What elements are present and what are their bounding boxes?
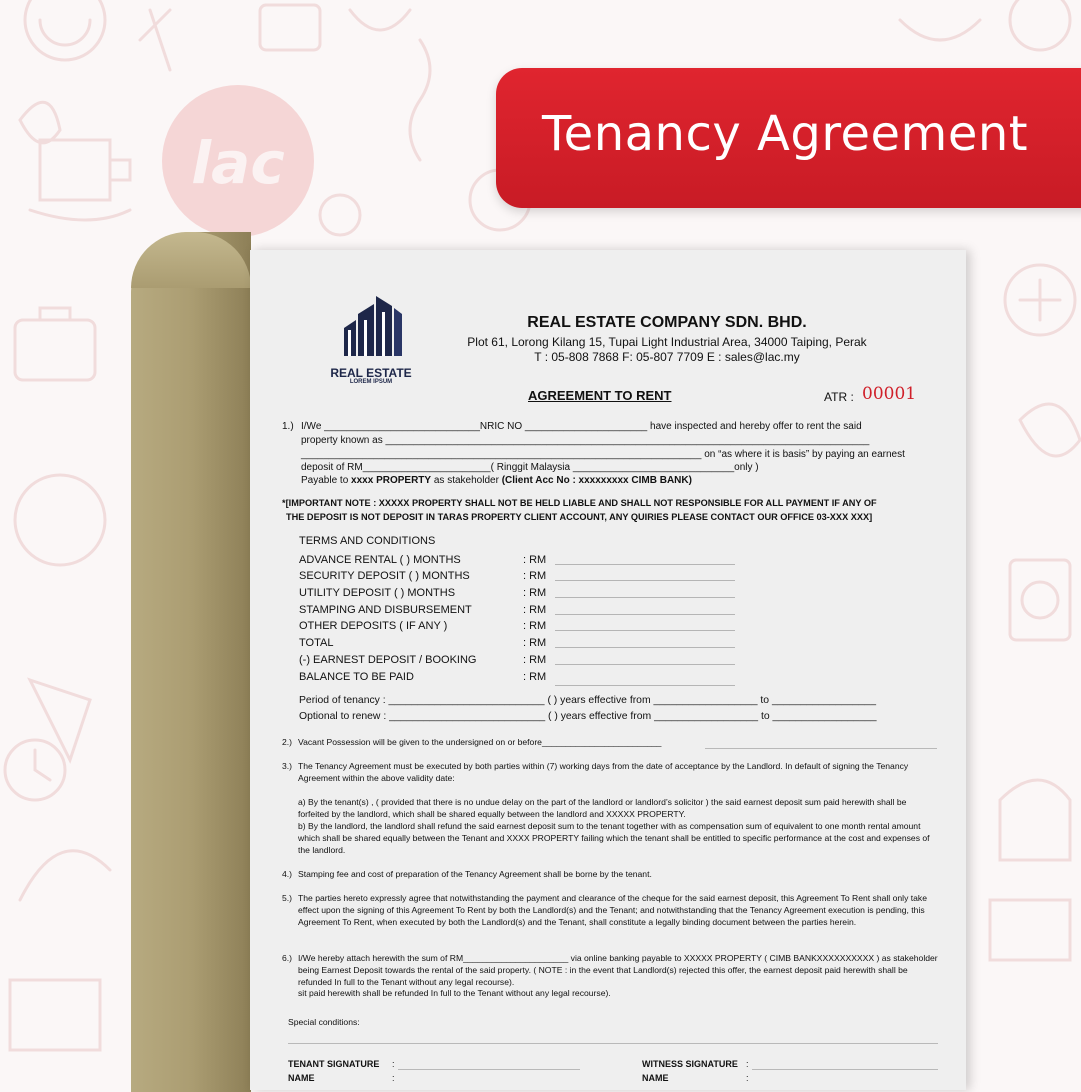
- amount-field-line[interactable]: [555, 579, 735, 581]
- amount-field-line[interactable]: [555, 646, 735, 648]
- term-advance-rental: ADVANCE RENTAL ( ) MONTHS: [299, 554, 461, 566]
- period-of-tenancy: Period of tenancy : ___________________________ ( ) years effective from __________________ to __________________: [299, 695, 876, 706]
- banner-title: Tenancy Agreement: [542, 106, 1029, 162]
- witness-signature-field[interactable]: [752, 1068, 938, 1070]
- tenancy-form-page: [250, 250, 966, 1090]
- company-name: REAL ESTATE COMPANY SDN. BHD.: [527, 314, 807, 331]
- rm-label: : RM: [523, 604, 547, 616]
- logo-tagline: LOREM IPSUM: [349, 379, 393, 385]
- item6-number: 6.): [282, 953, 293, 963]
- item1-number: 1.): [282, 421, 294, 432]
- item1-line5: [301, 475, 692, 486]
- term-security-deposit: SECURITY DEPOSIT ( ) MONTHS: [299, 570, 470, 582]
- special-conditions-label: Special conditions:: [288, 1017, 360, 1027]
- company-header: [430, 314, 904, 364]
- rm-label: : RM: [523, 554, 547, 566]
- divider: [705, 747, 937, 749]
- optional-to-renew: Optional to renew : ___________________________ ( ) years effective from __________________ to __________________: [299, 711, 877, 722]
- item2-number: 2.): [282, 737, 293, 747]
- stakeholder-label: as stakeholder: [431, 475, 502, 486]
- tenant-name-label: NAME: [288, 1073, 315, 1083]
- rm-label: : RM: [523, 587, 547, 599]
- witness-name-label: NAME: [642, 1073, 669, 1083]
- tenant-signature-label: TENANT SIGNATURE: [288, 1059, 380, 1069]
- term-utility-deposit: UTILITY DEPOSIT ( ) MONTHS: [299, 587, 456, 599]
- brand-logo: [162, 85, 314, 237]
- important-note-line2: THE DEPOSIT IS NOT DEPOSIT IN TARAS PROPERTY CLIENT ACCOUNT, ANY QUIRIES PLEASE CONTACT OUR OFFICE 03-XXX XXX]: [286, 512, 873, 522]
- item4-number: 4.): [282, 869, 293, 879]
- item6-text: I/We hereby attach herewith the sum of RM______________________ via online banking payable to XXXXX PROPERTY ( CIMB BANKXXXXXXXXXX ) as stakeholder being Earnest Deposit towards the rental of the said property. ( NOTE : in the event that Landlord(s) rejected this offer, the earnest deposit paid herewith shall be refunded In full to the Tenant without any legal recourse).: [298, 953, 938, 987]
- colon: :: [392, 1073, 395, 1083]
- term-total: TOTAL: [299, 637, 334, 649]
- rm-label: : RM: [523, 654, 547, 666]
- item4-text: Stamping fee and cost of preparation of the Tenancy Agreement shall be borne by the tenant.: [298, 869, 652, 879]
- title-banner: [496, 68, 1081, 208]
- client-account: (Client Acc No : xxxxxxxxx CIMB BANK): [501, 475, 692, 486]
- colon: :: [746, 1059, 749, 1069]
- amount-field-line[interactable]: [555, 629, 735, 631]
- paper-roll: [131, 232, 251, 1092]
- atr-number: 00001: [862, 384, 917, 404]
- term-other-deposits: OTHER DEPOSITS ( IF ANY ): [299, 620, 448, 632]
- item3-text: The Tenancy Agreement must be executed by both parties within (7) working days from the date of acceptance by the Landlord. In default of signing the Tenancy Agreement within the above validity date:: [298, 761, 909, 783]
- payee-name: xxxx PROPERTY: [351, 475, 432, 486]
- logo-name: REAL ESTATE: [330, 366, 412, 380]
- company-address: Plot 61, Lorong Kilang 15, Tupai Light Industrial Area, 34000 Taiping, Perak: [467, 335, 867, 349]
- rm-label: : RM: [523, 620, 547, 632]
- company-contact: T : 05-808 7868 F: 05-807 7709 E : sales@lac.my: [534, 350, 800, 364]
- special-conditions-field[interactable]: [288, 1042, 938, 1044]
- colon: :: [746, 1073, 749, 1083]
- term-earnest-deposit: (-) EARNEST DEPOSIT / BOOKING: [299, 654, 477, 666]
- item3-b: b) By the landlord, the landlord shall refund the said earnest deposit sum to the tenant together with as compensation sum of equivalent to one month rental amount which shall be shared equally between the Tenant and XXXX PROPERTY failing which the tenant shall be entitled to specific performance at the cost and expenses of the landlord.: [298, 821, 930, 855]
- term-balance: BALANCE TO BE PAID: [299, 671, 414, 683]
- payable-to-label: Payable to: [301, 475, 352, 486]
- amount-field-line[interactable]: [555, 684, 735, 686]
- terms-title: TERMS AND CONDITIONS: [299, 535, 436, 547]
- form-title: AGREEMENT TO RENT: [528, 388, 672, 403]
- amount-field-line[interactable]: [555, 613, 735, 615]
- item1-line4: deposit of RM_______________________( Ringgit Malaysia _____________________________only ): [301, 462, 759, 473]
- item1-line2: property known as _______________________________________________________________________________________: [301, 435, 870, 446]
- svg-text:lac: lac: [191, 129, 285, 197]
- atr-label: ATR :: [824, 390, 854, 404]
- item2-text: Vacant Possession will be given to the undersigned on or before_________________________: [298, 737, 662, 747]
- real-estate-building-icon: [334, 290, 414, 410]
- amount-field-line[interactable]: [555, 663, 735, 665]
- rm-label: : RM: [523, 570, 547, 582]
- item5-number: 5.): [282, 893, 293, 903]
- item3-number: 3.): [282, 761, 293, 771]
- important-note-line1: *[IMPORTANT NOTE : XXXXX PROPERTY SHALL NOT BE HELD LIABLE AND SHALL NOT RESPONSIBLE FOR ALL PAYMENT IF ANY OF: [282, 498, 877, 508]
- tenant-signature-field[interactable]: [398, 1068, 580, 1070]
- item5-text: The parties hereto expressly agree that notwithstanding the payment and clearance of the cheque for the said earnest deposit, this Agreement To Rent shall only take effect upon the signing of this Agreement To Rent by both the Landlord(s) and the Tenant; and notwithstanding that the Tenancy Agreement execution is pending, this Agreement To Rent, when executed by both the Landlord(s) and the Tenant, shall constitute a legally binding document between the parties herein.: [298, 893, 928, 927]
- item1-line1: I/We ____________________________NRIC NO ______________________ have inspected and hereby offer to rent the said: [301, 421, 862, 432]
- item3-a: a) By the tenant(s) , ( provided that there is no undue delay on the part of the landlord or landlord’s solicitor ) the said earnest deposit sum paid herewith shall be forfeited by the landlord, which shall be shared equally between the landlord and XXXXX PROPERTY.: [298, 797, 907, 819]
- witness-signature-label: WITNESS SIGNATURE: [642, 1059, 738, 1069]
- rm-label: : RM: [523, 671, 547, 683]
- item1-line3: ________________________________________________________________________ on “as where it is basis” by paying an earnest: [301, 449, 905, 460]
- colon: :: [392, 1059, 395, 1069]
- item6-extra: sit paid herewith shall be refunded In full to the Tenant without any legal recourse).: [298, 988, 611, 998]
- amount-field-line[interactable]: [555, 596, 735, 598]
- term-stamping: STAMPING AND DISBURSEMENT: [299, 604, 472, 616]
- amount-field-line[interactable]: [555, 563, 735, 565]
- rm-label: : RM: [523, 637, 547, 649]
